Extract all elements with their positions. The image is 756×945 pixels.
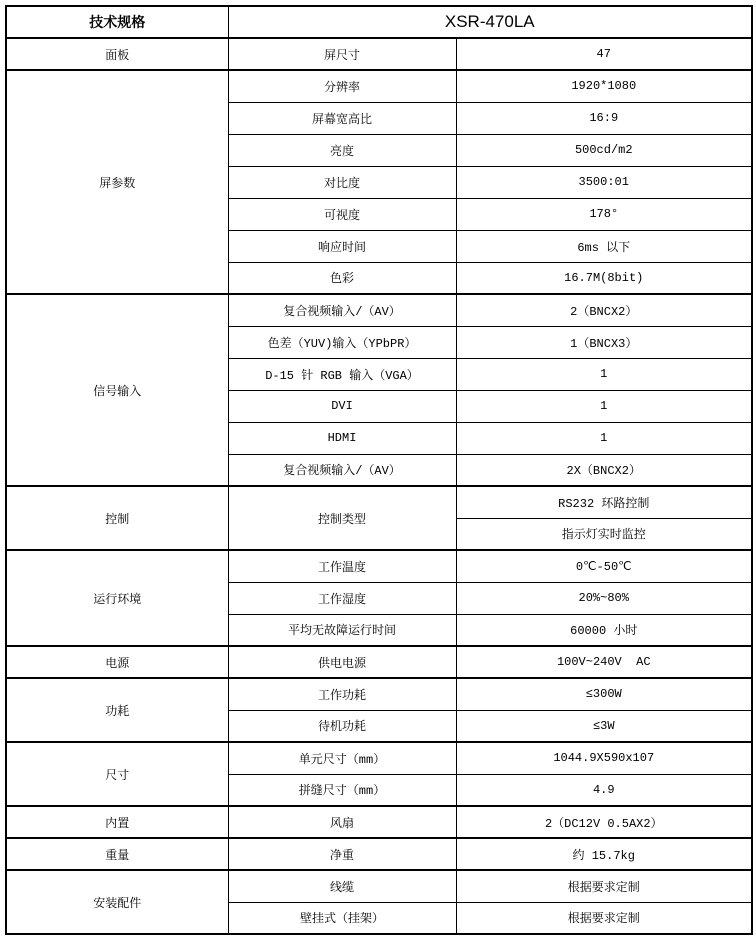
value-cell: 2X（BNCX2） bbox=[456, 454, 752, 486]
param-cell: 壁挂式（挂架） bbox=[228, 902, 456, 934]
category-cell: 屏参数 bbox=[6, 70, 228, 294]
category-cell: 电源 bbox=[6, 646, 228, 678]
table-row bbox=[6, 294, 752, 326]
table-row bbox=[6, 870, 752, 902]
value-cell: 4.9 bbox=[456, 774, 752, 806]
value-cell: 60000 小时 bbox=[456, 614, 752, 646]
value-cell: 1 bbox=[456, 422, 752, 454]
table-header-row bbox=[6, 6, 752, 38]
category-cell: 运行环境 bbox=[6, 550, 228, 646]
value-cell: 6ms 以下 bbox=[456, 230, 752, 262]
value-cell: 2（BNCX2） bbox=[456, 294, 752, 326]
param-cell: 供电电源 bbox=[228, 646, 456, 678]
param-cell: 分辨率 bbox=[228, 70, 456, 102]
param-cell: 色彩 bbox=[228, 262, 456, 294]
table-row bbox=[6, 806, 752, 838]
value-cell: 3500:01 bbox=[456, 166, 752, 198]
value-cell: 16.7M(8bit) bbox=[456, 262, 752, 294]
table-row bbox=[6, 646, 752, 678]
model-cell: XSR-470LA bbox=[228, 6, 752, 38]
param-cell: 对比度 bbox=[228, 166, 456, 198]
table-row bbox=[6, 838, 752, 870]
category-cell: 重量 bbox=[6, 838, 228, 870]
param-cell: 风扇 bbox=[228, 806, 456, 838]
value-cell: 根据要求定制 bbox=[456, 870, 752, 902]
param-cell: 线缆 bbox=[228, 870, 456, 902]
value-cell: 根据要求定制 bbox=[456, 902, 752, 934]
category-cell: 内置 bbox=[6, 806, 228, 838]
value-cell: 1 bbox=[456, 358, 752, 390]
param-cell: 拼缝尺寸（mm） bbox=[228, 774, 456, 806]
value-cell: 0℃-50℃ bbox=[456, 550, 752, 582]
value-cell: 1（BNCX3） bbox=[456, 326, 752, 358]
value-cell: 2（DC12V 0.5AX2） bbox=[456, 806, 752, 838]
value-cell: ≤3W bbox=[456, 710, 752, 742]
param-cell: 工作温度 bbox=[228, 550, 456, 582]
value-cell: ≤300W bbox=[456, 678, 752, 710]
param-cell: 屏幕宽高比 bbox=[228, 102, 456, 134]
category-cell: 面板 bbox=[6, 38, 228, 70]
param-cell: 净重 bbox=[228, 838, 456, 870]
category-cell: 控制 bbox=[6, 486, 228, 550]
spec-title-cell: 技术规格 bbox=[6, 6, 228, 38]
value-cell: 约 15.7kg bbox=[456, 838, 752, 870]
value-cell: 178° bbox=[456, 198, 752, 230]
param-cell: 屏尺寸 bbox=[228, 38, 456, 70]
value-cell: 500cd/m2 bbox=[456, 134, 752, 166]
param-cell: 单元尺寸（mm） bbox=[228, 742, 456, 774]
value-cell: 16:9 bbox=[456, 102, 752, 134]
value-cell: 20%~80% bbox=[456, 582, 752, 614]
category-cell: 信号输入 bbox=[6, 294, 228, 486]
table-row bbox=[6, 550, 752, 582]
table-row bbox=[6, 38, 752, 70]
value-cell: 1 bbox=[456, 390, 752, 422]
param-cell: 待机功耗 bbox=[228, 710, 456, 742]
param-cell: 工作湿度 bbox=[228, 582, 456, 614]
param-cell: 亮度 bbox=[228, 134, 456, 166]
param-cell: 复合视频输入/（AV） bbox=[228, 294, 456, 326]
param-cell: 控制类型 bbox=[228, 486, 456, 550]
table-row bbox=[6, 70, 752, 102]
category-cell: 功耗 bbox=[6, 678, 228, 742]
param-cell: 响应时间 bbox=[228, 230, 456, 262]
spec-table-body bbox=[6, 6, 752, 934]
param-cell: D-15 针 RGB 输入（VGA） bbox=[228, 358, 456, 390]
value-cell: 100V~240V AC bbox=[456, 646, 752, 678]
table-row bbox=[6, 678, 752, 710]
param-cell: 色差（YUV)输入（YPbPR） bbox=[228, 326, 456, 358]
table-row bbox=[6, 486, 752, 518]
value-cell: RS232 环路控制 bbox=[456, 486, 752, 518]
value-cell: 指示灯实时监控 bbox=[456, 518, 752, 550]
category-cell: 安装配件 bbox=[6, 870, 228, 934]
param-cell: HDMI bbox=[228, 422, 456, 454]
spec-table bbox=[5, 5, 753, 935]
value-cell: 1920*1080 bbox=[456, 70, 752, 102]
param-cell: 工作功耗 bbox=[228, 678, 456, 710]
value-cell: 1044.9X590x107 bbox=[456, 742, 752, 774]
value-cell: 47 bbox=[456, 38, 752, 70]
param-cell: DVI bbox=[228, 390, 456, 422]
param-cell: 平均无故障运行时间 bbox=[228, 614, 456, 646]
param-cell: 复合视频输入/（AV） bbox=[228, 454, 456, 486]
table-row bbox=[6, 742, 752, 774]
category-cell: 尺寸 bbox=[6, 742, 228, 806]
param-cell: 可视度 bbox=[228, 198, 456, 230]
